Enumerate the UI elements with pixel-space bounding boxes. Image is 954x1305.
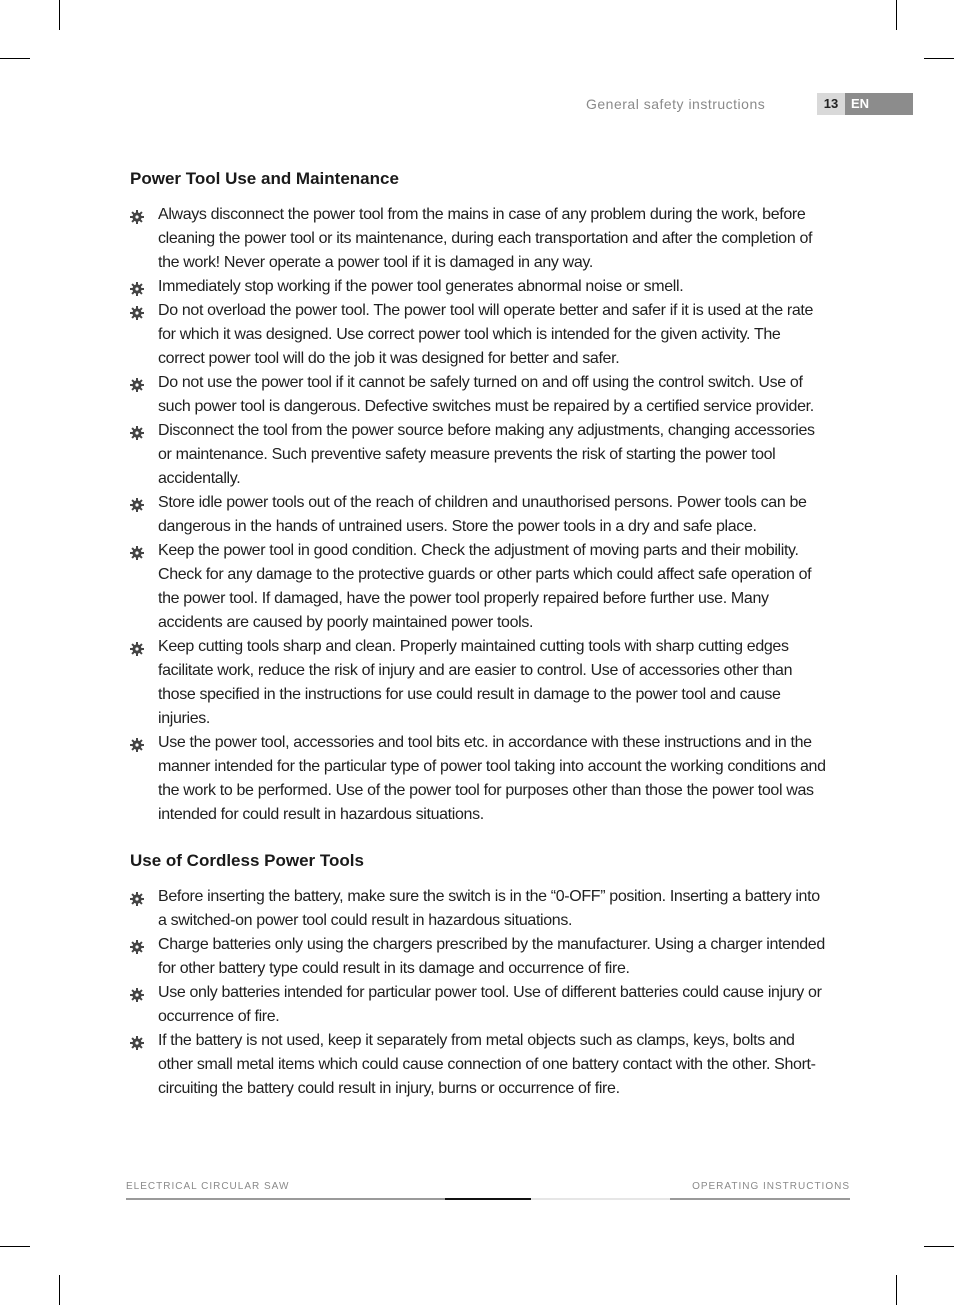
main-content <box>130 167 830 1101</box>
list-item-text: Disconnect the tool from the power source before making any adjustments, changing accessories or maintenance. Such preventive safety measure prevents the risk of starting the power tool accidentally. <box>158 422 815 487</box>
gear-icon <box>130 424 144 438</box>
gear-icon <box>130 986 144 1000</box>
gear-icon <box>130 544 144 558</box>
header-section-title: General safety instructions <box>586 96 766 112</box>
crop-mark <box>59 0 60 30</box>
list-item-text: Do not use the power tool if it cannot be safely turned on and off using the control switch. Use of such power tool is dangerous. Defective switches must be repaired by a certified service provider. <box>158 374 814 415</box>
crop-mark <box>924 58 954 59</box>
list-item-text: Store idle power tools out of the reach of children and unauthorised persons. Power tools can be dangerous in the hands of untrained users. Store the power tools in a dry and safe place. <box>158 494 807 535</box>
gear-icon <box>130 736 144 750</box>
list-item <box>130 539 830 635</box>
crop-mark <box>0 1246 30 1247</box>
footer-rule <box>445 1198 531 1200</box>
footer-rule <box>126 1198 445 1200</box>
list-item-text: Before inserting the battery, make sure the switch is in the “0-OFF” position. Inserting a battery into a switched-on power tool could result in hazardous situations. <box>158 888 820 929</box>
list-item-text: If the battery is not used, keep it separately from metal objects such as clamps, keys, bolts and other small metal items which could cause connection of one battery contact with the other. Short-circuiting the battery could result in injury, burns or occurrence of fire. <box>158 1032 816 1097</box>
footer-document-type: OPERATING INSTRUCTIONS <box>692 1181 850 1192</box>
section-heading: Power Tool Use and Maintenance <box>130 169 399 188</box>
footer-rule <box>531 1198 670 1200</box>
list-item <box>130 1029 830 1101</box>
list-item <box>130 933 830 981</box>
list-item <box>130 371 830 419</box>
page-badge <box>817 93 913 115</box>
gear-icon <box>130 496 144 510</box>
crop-mark <box>924 1246 954 1247</box>
gear-icon <box>130 280 144 294</box>
list-item <box>130 731 830 827</box>
list-item-text: Use the power tool, accessories and tool bits etc. in accordance with these instructions and in the manner intended for the particular type of power tool taking into account the working conditions and the work to be performed. Use of the power tool for purposes other than those the power tool was intended for could result in hazardous situations. <box>158 734 826 823</box>
list-item <box>130 299 830 371</box>
list-item <box>130 275 830 299</box>
crop-mark <box>896 0 897 30</box>
list-item <box>130 419 830 491</box>
section-heading: Use of Cordless Power Tools <box>130 851 364 870</box>
crop-mark <box>0 58 30 59</box>
page-number: 13 <box>817 93 845 115</box>
gear-icon <box>130 304 144 318</box>
list-item-text: Immediately stop working if the power tool generates abnormal noise or smell. <box>158 278 684 295</box>
list-item-text: Use only batteries intended for particular power tool. Use of different batteries could cause injury or occurrence of fire. <box>158 984 822 1025</box>
bullet-list <box>130 885 830 1101</box>
crop-mark <box>896 1275 897 1305</box>
list-item <box>130 885 830 933</box>
list-item-text: Charge batteries only using the chargers prescribed by the manufacturer. Using a charger intended for other battery type could result in its damage and occurrence of fire. <box>158 936 825 977</box>
list-item <box>130 635 830 731</box>
crop-mark <box>59 1275 60 1305</box>
gear-icon <box>130 938 144 952</box>
list-item <box>130 203 830 275</box>
gear-icon <box>130 640 144 654</box>
list-item-text: Always disconnect the power tool from the mains in case of any problem during the work, before cleaning the power tool or its maintenance, during each transportation and after the completion of the work! Never operate a power tool if it is damaged in any way. <box>158 206 813 271</box>
gear-icon <box>130 890 144 904</box>
footer-product-name: ELECTRICAL CIRCULAR SAW <box>126 1181 290 1192</box>
list-item-text: Keep the power tool in good condition. Check the adjustment of moving parts and their mobility. Check for any damage to the protective guards or other parts which could affect safe operation of the power tool. If damaged, have the power tool properly repaired before further use. Many accidents are caused by poorly maintained power tools. <box>158 542 812 631</box>
list-item-text: Do not overload the power tool. The power tool will operate better and safer if it is used at the rate for which it was designed. Use correct power tool which is intended for the given activity. The correct power tool will do the job it was designed for better and safer. <box>158 302 814 367</box>
list-item <box>130 981 830 1029</box>
bullet-list <box>130 203 830 827</box>
list-item-text: Keep cutting tools sharp and clean. Properly maintained cutting tools with sharp cutting edges facilitate work, reduce the risk of injury and are easier to control. Use of accessories other than those specified in the instructions for use could result in damage to the power tool and cause injuries. <box>158 638 793 727</box>
language-code: EN <box>845 93 913 115</box>
gear-icon <box>130 1034 144 1048</box>
footer-rule <box>670 1198 850 1200</box>
list-item <box>130 491 830 539</box>
gear-icon <box>130 208 144 222</box>
gear-icon <box>130 376 144 390</box>
